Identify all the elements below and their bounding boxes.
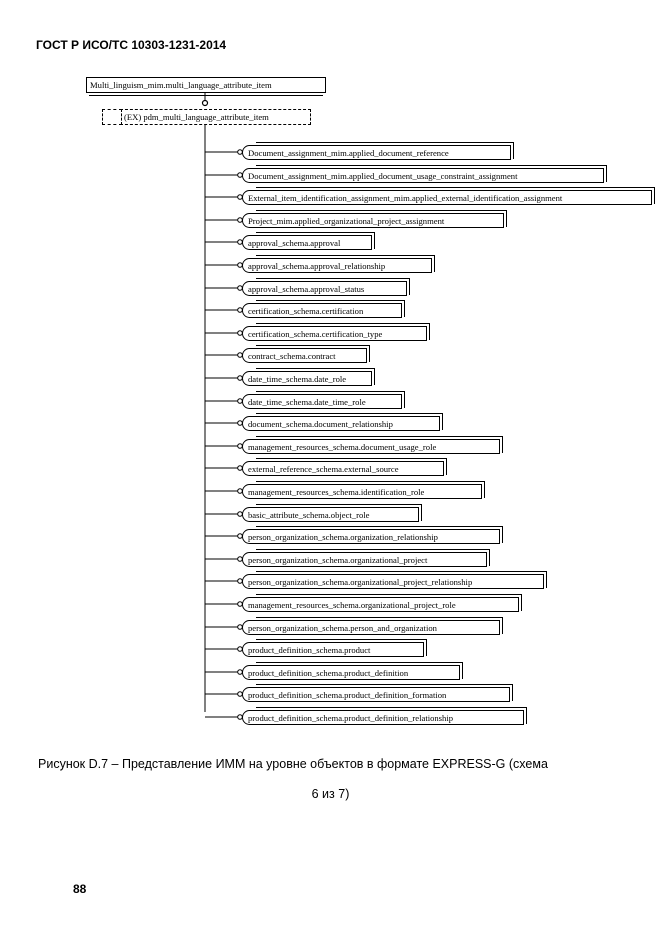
reference-entity-box[interactable] (242, 710, 524, 725)
reference-entity-box[interactable] (242, 642, 424, 657)
reference-entity-label: document_schema.document_relationship (248, 419, 393, 429)
reference-entity-box[interactable] (242, 348, 367, 363)
reference-entity-label: product_definition_schema.product (248, 645, 371, 655)
reference-entity-box[interactable] (242, 484, 482, 499)
reference-entity-label: approval_schema.approval (248, 238, 341, 248)
reference-entity-label: person_organization_schema.person_and_organization (248, 623, 437, 633)
reference-entity-label: Project_mim.applied_organizational_project_assignment (248, 216, 445, 226)
reference-entity-box[interactable] (242, 552, 487, 567)
page-number: 88 (73, 882, 87, 896)
reference-entity-label: product_definition_schema.product_definition_formation (248, 690, 447, 700)
reference-entity-label: date_time_schema.date_time_role (248, 397, 366, 407)
reference-entity-box[interactable] (242, 168, 604, 183)
reference-entity-label: person_organization_schema.organizational_project (248, 555, 428, 565)
reference-entity-label: date_time_schema.date_role (248, 374, 347, 384)
reference-entity-box[interactable] (242, 326, 427, 341)
reference-entity-label: basic_attribute_schema.object_role (248, 510, 370, 520)
reference-entity-label: product_definition_schema.product_definition_relationship (248, 713, 454, 723)
reference-entity-label: person_organization_schema.organization_relationship (248, 532, 438, 542)
reference-entity-box[interactable] (242, 371, 372, 386)
reference-entity-box[interactable] (242, 507, 419, 522)
reference-entity-label: product_definition_schema.product_definition (248, 668, 409, 678)
reference-entity-label: management_resources_schema.identification_role (248, 487, 425, 497)
reference-entity-box[interactable] (242, 529, 500, 544)
top-entity-label: Multi_linguism_mim.multi_language_attribute_item (90, 80, 272, 90)
reference-entity-label: external_reference_schema.external_source (248, 464, 399, 474)
reference-entity-box[interactable] (242, 439, 500, 454)
reference-entity-label: Document_assignment_mim.applied_document_reference (248, 148, 449, 158)
top-entity-box[interactable] (86, 77, 326, 93)
reference-entity-label: certification_schema.certification (248, 306, 364, 316)
reference-entity-box[interactable] (242, 145, 511, 160)
extensible-type-label: (EX) pdm_multi_language_attribute_item (124, 112, 269, 122)
reference-entity-box[interactable] (242, 687, 510, 702)
reference-entity-box[interactable] (242, 620, 500, 635)
reference-entity-label: management_resources_schema.organizational_project_role (248, 600, 456, 610)
reference-entity-box[interactable] (242, 235, 372, 250)
figure-caption-continuation: 6 из 7) (311, 787, 350, 801)
document-header: ГОСТ Р ИСО/ТС 10303-1231-2014 (36, 38, 227, 52)
page-ref-box (102, 109, 122, 125)
reference-entity-box[interactable] (242, 665, 460, 680)
reference-entity-box[interactable] (242, 394, 402, 409)
figure-caption: Рисунок D.7 – Представление ИММ на уровне объектов в формате EXPRESS-G (схема (38, 757, 548, 771)
extensible-type-box[interactable] (120, 109, 311, 125)
reference-entity-box[interactable] (242, 258, 432, 273)
reference-entity-label: approval_schema.approval_status (248, 284, 365, 294)
reference-entity-box[interactable] (242, 597, 519, 612)
reference-entity-label: contract_schema.contract (248, 351, 336, 361)
reference-entity-label: person_organization_schema.organizational_project_relationship (248, 577, 473, 587)
reference-entity-box[interactable] (242, 461, 444, 476)
relationship-circle (203, 101, 208, 106)
reference-entity-label: management_resources_schema.document_usage_role (248, 442, 437, 452)
reference-entity-label: approval_schema.approval_relationship (248, 261, 386, 271)
reference-entity-box[interactable] (242, 190, 652, 205)
reference-entity-label: Document_assignment_mim.applied_document_usage_constraint_assignment (248, 171, 518, 181)
reference-entity-box[interactable] (242, 416, 440, 431)
reference-entity-box[interactable] (242, 303, 402, 318)
reference-entity-label: External_item_identification_assignment_mim.applied_external_identification_assignment (248, 193, 563, 203)
reference-entity-label: certification_schema.certification_type (248, 329, 383, 339)
reference-entity-box[interactable] (242, 213, 504, 228)
reference-entity-box[interactable] (242, 574, 544, 589)
reference-entity-box[interactable] (242, 281, 407, 296)
